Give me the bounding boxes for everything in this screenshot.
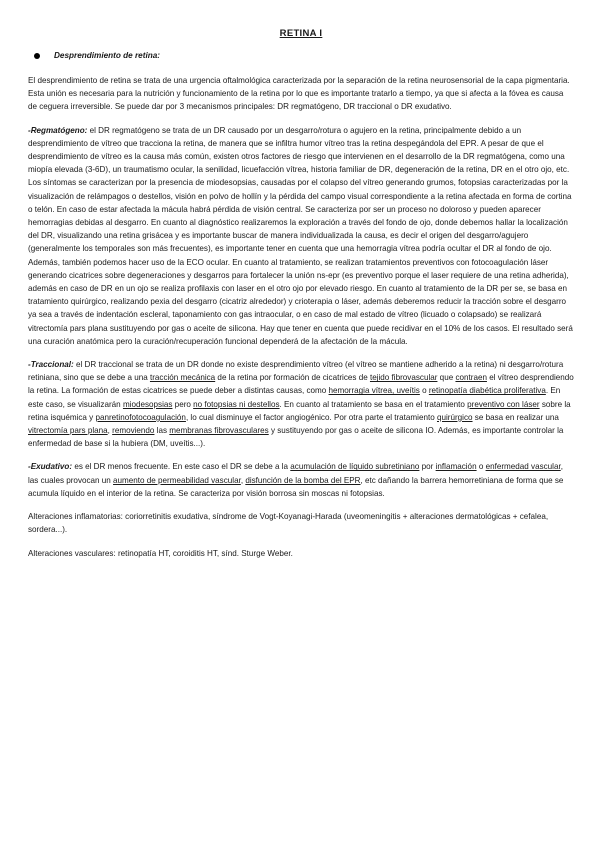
bullet-dot-icon — [34, 53, 40, 59]
document-page — [28, 28, 574, 570]
traccional-term: -Traccional: — [28, 360, 74, 370]
alteraciones-inflamatorias: Alteraciones inflamatorias: coriorretinitis exudativa, síndrome de Vogt-Koyanagi-Harada (uveomeningitis + alteraciones dermatológicas + cefalea, sordera...). — [28, 512, 549, 535]
exudativo-underline: acumulación de líquido subretiniano — [290, 462, 420, 472]
exudativo-text: , las cuales provocan un — [28, 462, 563, 485]
traccional-underline: quirúrgico — [436, 412, 473, 422]
traccional-text: o — [419, 386, 429, 396]
section-heading: Desprendimiento de retina: — [54, 51, 161, 60]
traccional-underline: tracción mecánica — [149, 373, 216, 383]
traccional-underline: miodesopsias — [122, 399, 173, 409]
traccional-underline: contraen — [455, 373, 487, 383]
exudativo-term: -Exudativo: — [28, 462, 73, 472]
section-bullet — [28, 51, 574, 60]
page-title: RETINA I — [279, 28, 323, 39]
exudativo-underline: disfunción de la bomba del EPR — [245, 475, 361, 485]
traccional-text: el vítreo desprendiendo la retina. La formación de estas cicatrices se puede deber a distintas causas, como — [28, 373, 574, 396]
traccional-text: . En cuanto al tratamiento se basa en el tratamiento — [279, 399, 468, 409]
traccional-text: , lo cual disminuye el factor angiogénico. Por otra parte el tratamiento — [185, 412, 437, 422]
traccional-text: y sustituyendo por gas o aceite de silicona IO. Además, es importante controlar la enfermedad de base si la hubiera (DM, uveítis...). — [28, 426, 564, 449]
traccional-underline: tejido fibrovascular — [369, 373, 438, 383]
exudativo-underline: inflamación — [435, 462, 477, 472]
regmatogeno-text: el DR regmatógeno se trata de un DR causado por un desgarro/rotura o agujero en la retina, principalmente debido a un desprendimiento de vítreo que tracciona la retina, de manera que se infiltra humor vítreo tras la retina despegándola del EPR. A pesar de que el desprendimiento de vítreo es la causa más común, existen otros factores de riesgo que intervienen en el desarrollo de la DR regmatógena, como una miopía elevada (3-6D), un traumatismo ocular, la senilidad, licuefacción vítrea, historia familiar de DR, degeneración de la retina, DR en el otro ojo, etc. Los síntomas se caracterizan por la presencia de miodesopsias, causadas por el colapso del vítreo generando grumos, fotopsias caracterizadas por la visualización de relámpagos o destellos, visión en polvo de hollín y la pérdida del campo visual correspondiente a la retina afectada en forma de cortina o telón. En caso de estar afectada la mácula habrá pérdida de visión central. Se caracteriza por ser un proceso no doloroso y pueden aparecer hemorragias debidas al desgarro. En cuanto al diagnóstico realizaremos la exploración a través del fondo de ojo, donde debemos hallar la localización del DR, visualizando una retina grisácea y es importante buscar de manera individualizada la causa, es decir el origen del desgarro/agujero (generalmente los temporales son más frecuentes), es importante tener en cuenta que una hemorragia vítrea podría ocultar el DR al fondo de ojo. Además, también podemos hacer uso de la ECO ocular. En cuanto al tratamiento, se realizan tratamientos preventivos con fotocoagulación láser generando cicatrices sobre degeneraciones y desgarros para fortalecer la unión ns-epr (es preventivo porque el laser requiere de una retina adherida), además en caso de DR en un ojo se realiza profilaxis con laser en el otro ojo por elevado riesgo. En cuanto al tratamiento de la DR per se, se basa en tratamiento quirúrgico, realizando pexia del desgarro (cicatriz alrededor) y crioterapia o láser, además deberemos reducir la tracción sobre el desgarro ya sea a través de indentación escleral, taponamiento con gas intraocular, o en caso de mal estado de vítreo (licuado o colapsado) se realizará vitrectomía pars plana sustituyendo por gas o aceite de silicona. Hay que tener en cuenta que puede recidivar en el 10% de los casos. El resultado será una curación anatómica pero la curación/recuperación funcional dependerá de la afectación de la mácula. — [28, 125, 573, 346]
traccional-text: , — [107, 426, 113, 436]
exudativo-paragraph — [28, 460, 574, 500]
intro-paragraph: El desprendimiento de retina se trata de una urgencia oftalmológica caracterizada por la separación de la retina neurosensorial de la capa pigmentaria. Esta unión es necesaria para la nutrición y funcionamiento de la retina por lo que es importante tratarlo a tiempo, ya que si afecta a la fóvea es causa de ceguera irreversible. Se puede dar por 3 mecanismos principales: DR regmatógeno, DR traccional o DR exudativo. — [28, 76, 570, 112]
traccional-text: sobre la retina isquémica y — [28, 399, 571, 422]
exudativo-text: , etc dañando la barrera hemorretiniana de forma que se acumula líquido en el interior de la retina. Se caracteriza por visión borrosa sin moscas ni fotopsias. — [28, 475, 564, 498]
traccional-text: pero — [172, 399, 194, 409]
traccional-text: el DR traccional se trata de un DR donde no existe desprendimiento vítreo (el vítreo se mantiene adherido a la retina) ni desgarro/rotura retiniana, sino que se debe a una — [28, 360, 564, 383]
traccional-underline: vitrectomía pars plana — [28, 426, 108, 436]
exudativo-text: , — [240, 475, 246, 485]
exudativo-text: es el DR menos frecuente. En este caso el DR se debe a la — [72, 462, 291, 472]
traccional-underline: no fotopsias ni destellos — [193, 399, 280, 409]
exudativo-underline: aumento de permeabilidad vascular — [113, 475, 241, 485]
traccional-text: se basa en realizar una — [472, 412, 559, 422]
exudativo-text: por — [419, 462, 436, 472]
traccional-text: . En este caso, se visualizarán — [28, 386, 561, 409]
traccional-underline: membranas fibrovasculares — [169, 426, 269, 436]
traccional-underline: preventivo con láser — [467, 399, 540, 409]
traccional-underline: hemorragia vítrea, uveítis — [328, 386, 420, 396]
traccional-underline: panretinofotocoagulación — [95, 412, 186, 422]
traccional-underline: removiendo — [112, 426, 155, 436]
traccional-text: que — [437, 373, 456, 383]
alteraciones-vasculares: Alteraciones vasculares: retinopatía HT, coroiditis HT, sínd. Sturge Weber. — [28, 548, 293, 558]
exudativo-underline: enfermedad vascular — [485, 462, 561, 472]
exudativo-text: o — [476, 462, 486, 472]
traccional-text: de la retina por formación de cicatrices de — [215, 373, 370, 383]
traccional-underline: retinopatía diabética proliferativa — [428, 386, 546, 396]
traccional-paragraph — [28, 358, 574, 450]
regmatogeno-paragraph — [28, 124, 574, 348]
traccional-text: las — [154, 426, 170, 436]
regmatogeno-term: -Regmatógeno: — [28, 125, 88, 135]
